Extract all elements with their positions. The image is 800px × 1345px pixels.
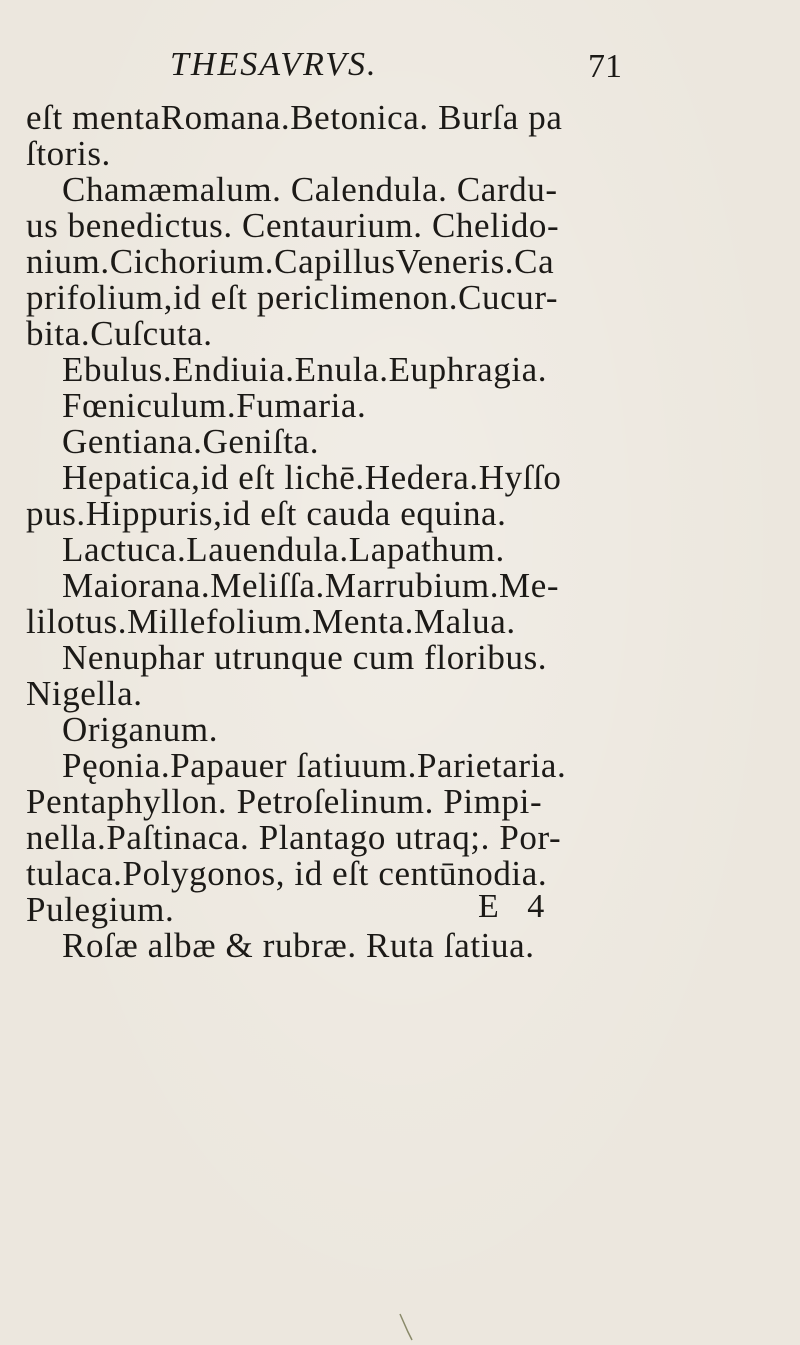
text-line: bita.Cuſcuta.	[26, 314, 213, 353]
signature-mark: E 4	[478, 888, 555, 925]
text-line: Ebulus.Endiuia.Enula.Euphragia.	[62, 350, 548, 389]
running-title: THESAVRVS.	[170, 46, 378, 83]
text-line: Roſæ albæ & rubræ. Ruta ſatiua.	[62, 926, 535, 965]
text-line: Chamæmalum. Calendula. Cardu-	[62, 170, 558, 209]
text-line: Nenuphar utrunque cum floribus.	[62, 638, 548, 677]
text-line: ſtoris.	[26, 134, 111, 173]
ink-speck-icon	[396, 1312, 416, 1342]
text-line: Fœniculum.Fumaria.	[62, 386, 367, 425]
text-line: Origanum.	[62, 710, 219, 749]
text-line: nium.Cichorium.CapillusVeneris.Ca	[26, 242, 555, 281]
text-line: Hepatica,id eſt lichē.Hedera.Hyſſo	[62, 458, 562, 497]
text-line: Gentiana.Geniſta.	[62, 422, 320, 461]
text-line: Pulegium.	[26, 890, 175, 929]
text-line: us benedictus. Centaurium. Chelido-	[26, 206, 560, 245]
text-line: nella.Paſtinaca. Plantago utraq;. Por-	[26, 818, 562, 857]
text-line: prifolium,id eſt periclimenon.Cucur-	[26, 278, 559, 317]
text-line: Maiorana.Meliſſa.Marrubium.Me-	[62, 566, 560, 605]
text-line: tulaca.Polygonos, id eſt centūnodia.	[26, 854, 548, 893]
text-line: lilotus.Millefolium.Menta.Malua.	[26, 602, 516, 641]
text-line: pus.Hippuris,id eſt cauda equina.	[26, 494, 507, 533]
text-line: Nigella.	[26, 674, 143, 713]
text-line: eſt mentaRomana.Betonica. Burſa pa	[26, 98, 563, 137]
text-line: Lactuca.Lauendula.Lapathum.	[62, 530, 505, 569]
text-line: Pęonia.Papauer ſatiuum.Parietaria.	[62, 746, 567, 785]
page-number: 71	[588, 48, 622, 85]
running-head	[170, 46, 690, 86]
text-line: Pentaphyllon. Petroſelinum. Pimpi-	[26, 782, 543, 821]
